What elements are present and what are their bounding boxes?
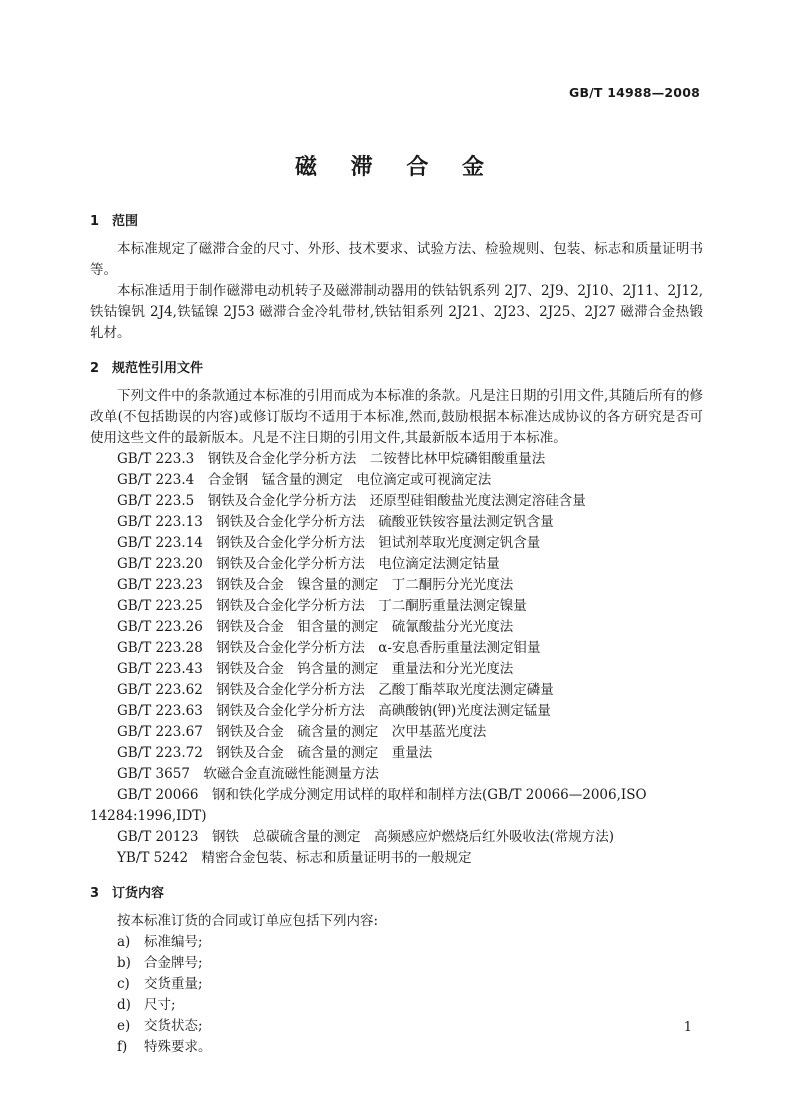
order-item-mark: c) bbox=[117, 976, 130, 992]
reference-item: GB/T 3657 软磁合金直流磁性能测量方法 bbox=[117, 766, 379, 782]
reference-item: GB/T 223.72 钢铁及合金 硫含量的测定 重量法 bbox=[117, 745, 433, 761]
standard-code: GB/T 14988—2008 bbox=[568, 85, 700, 100]
reference-item: GB/T 223.13 钢铁及合金化学分析方法 硫酸亚铁铵容量法测定钒含量 bbox=[117, 514, 554, 530]
reference-list bbox=[90, 449, 703, 869]
order-item-text: 标准编号; bbox=[144, 934, 203, 950]
section-title: 范围 bbox=[112, 214, 139, 229]
order-item bbox=[90, 974, 703, 995]
reference-item: YB/T 5242 精密合金包装、标志和质量证明书的一般规定 bbox=[117, 850, 472, 866]
page-number: 1 bbox=[683, 1020, 692, 1035]
order-item-text: 交货重量; bbox=[144, 976, 203, 992]
document-body bbox=[90, 210, 703, 1058]
order-item-mark: f) bbox=[117, 1039, 128, 1055]
section-heading-normative-references bbox=[90, 357, 703, 376]
section-number: 2 bbox=[90, 361, 100, 376]
order-item bbox=[90, 1037, 703, 1058]
section-title: 订货内容 bbox=[112, 886, 165, 901]
reference-item: GB/T 223.20 钢铁及合金化学分析方法 电位滴定法测定钴量 bbox=[117, 556, 500, 572]
order-item-mark: d) bbox=[117, 997, 131, 1013]
reference-item: GB/T 223.26 钢铁及合金 钼含量的测定 硫氰酸盐分光光度法 bbox=[117, 619, 514, 635]
section-number: 1 bbox=[90, 214, 100, 229]
reference-item: GB/T 20066 钢和铁化学成分测定用试样的取样和制样方法(GB/T 20066—2006,ISO 14284:1996,IDT) bbox=[90, 787, 651, 824]
order-item bbox=[90, 953, 703, 974]
section-heading-order-content bbox=[90, 882, 703, 901]
reference-item: GB/T 223.43 钢铁及合金 钨含量的测定 重量法和分光光度法 bbox=[117, 661, 514, 677]
reference-item: GB/T 223.23 钢铁及合金 镍含量的测定 丁二酮肟分光光度法 bbox=[117, 577, 514, 593]
document-title: 磁 滞 合 金 bbox=[295, 155, 497, 180]
reference-item: GB/T 223.5 钢铁及合金化学分析方法 还原型硅钼酸盐光度法测定溶硅含量 bbox=[117, 493, 586, 509]
reference-item: GB/T 223.63 钢铁及合金化学分析方法 高碘酸钠(钾)光度法测定锰量 bbox=[117, 703, 551, 719]
order-item-text: 尺寸; bbox=[144, 997, 176, 1013]
order-item-mark: e) bbox=[117, 1018, 131, 1034]
order-item bbox=[90, 995, 703, 1016]
order-intro: 按本标准订货的合同或订单应包括下列内容: bbox=[117, 913, 379, 929]
scope-paragraph: 本标准规定了磁滞合金的尺寸、外形、技术要求、试验方法、检验规则、包装、标志和质量证明书等。 bbox=[90, 241, 703, 278]
reference-item: GB/T 223.67 钢铁及合金 硫含量的测定 次甲基蓝光度法 bbox=[117, 724, 487, 740]
order-item-text: 交货状态; bbox=[144, 1018, 203, 1034]
section-title: 规范性引用文件 bbox=[112, 361, 204, 376]
order-item bbox=[90, 1016, 703, 1037]
reference-item: GB/T 223.62 钢铁及合金化学分析方法 乙酸丁酯萃取光度法测定磷量 bbox=[117, 682, 554, 698]
reference-item: GB/T 223.4 合金钢 锰含量的测定 电位滴定或可视滴定法 bbox=[117, 472, 492, 488]
order-item-list bbox=[90, 932, 703, 1058]
order-item-text: 特殊要求。 bbox=[144, 1039, 212, 1055]
references-intro: 下列文件中的条款通过本标准的引用而成为本标准的条款。凡是注日期的引用文件,其随后所有的修改单(不包括勘误的内容)或修订版均不适用于本标准,然而,鼓励根据本标准达成协议的各方研究是否可使用这些文件的最新版本。凡是不注日期的引用文件,其最新版本适用于本标准。 bbox=[90, 388, 703, 446]
section-number: 3 bbox=[90, 886, 100, 901]
order-item-mark: b) bbox=[117, 955, 131, 971]
reference-item: GB/T 223.25 钢铁及合金化学分析方法 丁二酮肟重量法测定镍量 bbox=[117, 598, 527, 614]
scope-paragraph: 本标准适用于制作磁滞电动机转子及磁滞制动器用的铁钴钒系列 2J7、2J9、2J10、2J11、2J12,铁钴镍钒 2J4,铁锰镍 2J53 磁滞合金冷轧带材,铁钴钼系列 2J21、2J23、2J25、2J27 磁滞合金热锻轧材。 bbox=[90, 283, 703, 341]
order-item-text: 合金牌号; bbox=[144, 955, 203, 971]
order-item bbox=[90, 932, 703, 953]
section-heading-scope bbox=[90, 210, 703, 229]
order-item-mark: a) bbox=[117, 934, 131, 950]
reference-item: GB/T 223.28 钢铁及合金化学分析方法 α-安息香肟重量法测定钼量 bbox=[117, 640, 541, 656]
reference-item: GB/T 223.14 钢铁及合金化学分析方法 钽试剂萃取光度测定钒含量 bbox=[117, 535, 541, 551]
reference-item: GB/T 223.3 钢铁及合金化学分析方法 二铵替比林甲烷磷钼酸重量法 bbox=[117, 451, 546, 467]
reference-item: GB/T 20123 钢铁 总碳硫含量的测定 高频感应炉燃烧后红外吸收法(常规方法) bbox=[117, 829, 615, 845]
